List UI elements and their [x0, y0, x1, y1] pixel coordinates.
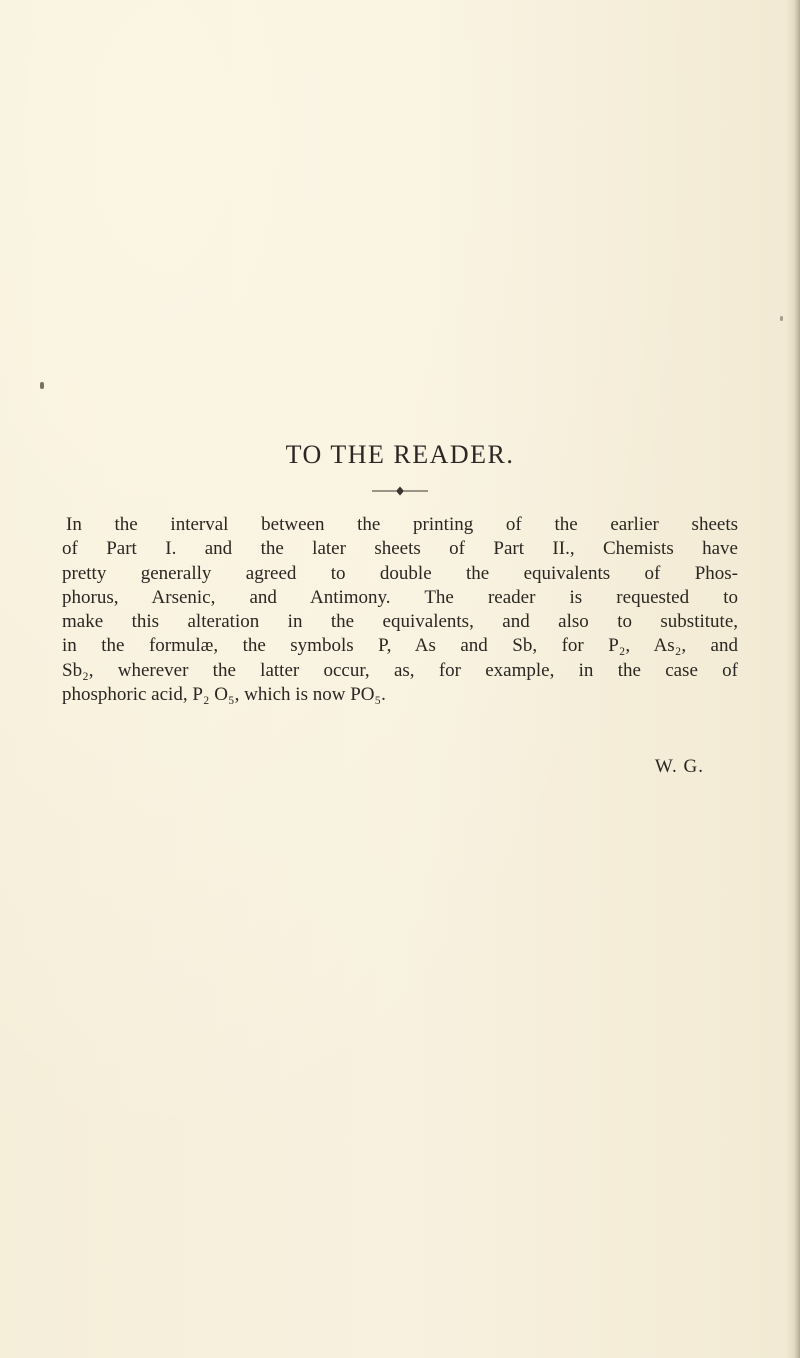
diamond-rule-icon: [372, 485, 428, 497]
ink-speck: [40, 382, 44, 389]
paragraph-line: phosphoric acid, P₂ O₅, which is now PO₅.: [62, 684, 386, 706]
paragraph-line: pretty generally agreed to double the equivalents of Phos-: [62, 562, 738, 584]
paragraph-line: In the interval between the printing of the earlier sheets: [66, 514, 738, 535]
notice-paragraph: [62, 513, 738, 707]
paragraph-line: of Part I. and the later sheets of Part II., Chemists have: [62, 538, 738, 560]
paragraph-line: Sb₂, wherever the latter occur, as, for example, in the case of: [62, 659, 738, 681]
paragraph-line: make this alteration in the equivalents, and also to substitute,: [62, 611, 738, 633]
page-edge: [786, 0, 800, 1358]
ink-speck: [780, 316, 783, 321]
paragraph-line: phorus, Arsenic, and Antimony. The reader is requested to: [62, 586, 738, 608]
page-title: TO THE READER.: [285, 440, 515, 469]
signature-initials: W. G.: [654, 756, 704, 777]
paragraph-line: in the formulæ, the symbols P, As and Sb, for P₂, As₂, and: [62, 635, 738, 657]
